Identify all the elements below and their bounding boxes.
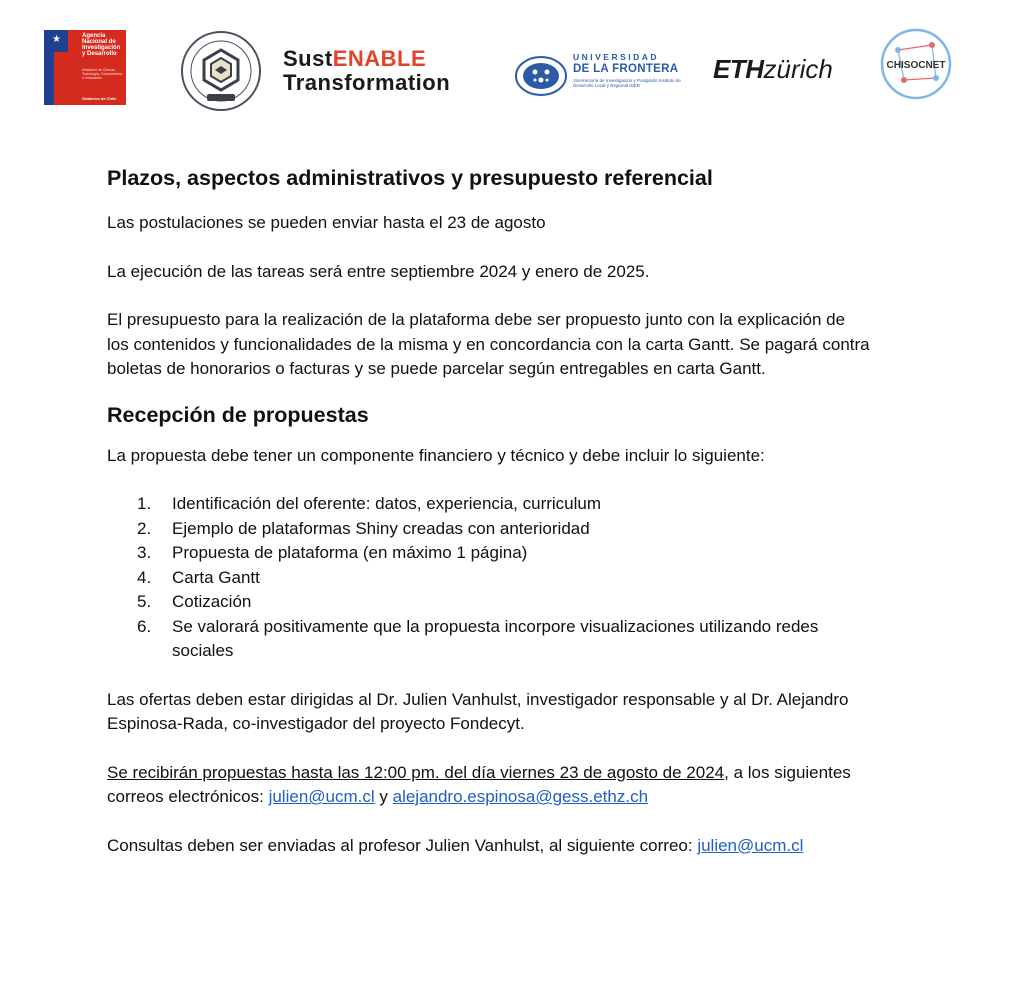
logo-strip	[0, 0, 1018, 120]
ucm-seal-icon	[180, 30, 262, 112]
eth-logo-regular: zürich	[763, 54, 833, 84]
offers-line-2: Espinosa-Rada, co-investigador del proyecto Fondecyt.	[107, 714, 525, 733]
offers-line-1: Las ofertas deben estar dirigidas al Dr. Julien Vanhulst, investigador responsable y al Dr. Alejandro	[107, 689, 849, 709]
submission-deadline-rest: , a los siguientes	[724, 762, 851, 782]
budget-line-1: El presupuesto para la realización de la plataforma debe ser propuesto junto con la explicación de	[107, 310, 846, 329]
execution-paragraph: La ejecución de las tareas será entre septiembre 2024 y enero de 2025.	[107, 261, 650, 281]
list-item-number: 3.	[137, 543, 152, 562]
list-item	[137, 541, 927, 566]
list-item	[137, 517, 927, 542]
ucm-sociologia-seal-logo	[180, 30, 262, 112]
list-item	[137, 615, 927, 664]
list-item-text: Cotización	[172, 592, 252, 611]
offers-paragraph	[107, 688, 927, 737]
list-item	[137, 590, 927, 615]
list-item-number: 4.	[137, 567, 152, 587]
submission-paragraph	[107, 761, 927, 810]
list-item-text-continued: sociales	[172, 641, 234, 660]
ufro-logo-line2: DE LA FRONTERA	[573, 63, 679, 75]
chisocnet-logo	[880, 28, 952, 100]
anid-logo	[44, 30, 126, 105]
submission-line-1	[107, 761, 927, 786]
consult-text: Consultas deben ser enviadas al profesor Julien Vanhulst, al siguiente correo:	[107, 835, 698, 855]
anid-logo-name: Agencia Nacional de Investigación y Desarrollo	[82, 33, 121, 57]
list-item-text: Identificación del oferente: datos, experiencia, curriculum	[172, 494, 602, 513]
submission-deadline-underlined: Se recibirán propuestas hasta las 12:00 pm. del día viernes 23 de agosto de 2024	[107, 762, 725, 782]
ufro-seal-icon	[515, 56, 567, 96]
eth-logo-bold: ETH	[713, 54, 764, 84]
section2-heading: Recepción de propuestas	[107, 402, 369, 427]
submission-line-2	[107, 785, 927, 810]
chile-star-icon: ★	[44, 30, 68, 52]
list-item-text: Se valorará positivamente que la propuesta incorpore visualizaciones utilizando redes	[172, 616, 819, 636]
emails-and: y	[374, 787, 393, 806]
chisocnet-network-icon	[880, 28, 952, 100]
list-item	[137, 566, 927, 591]
budget-paragraph	[107, 308, 927, 382]
proposal-intro: La propuesta debe tener un componente financiero y técnico y debe incluir lo siguiente:	[107, 445, 765, 465]
eth-zurich-logo	[713, 54, 853, 88]
ufro-logo-line3: Vicerrectoría de Investigación y Postgrado Instituto de Desarrollo Local y Regional IDER	[573, 78, 681, 88]
list-item-text: Propuesta de plataforma (en máximo 1 página)	[172, 543, 528, 562]
list-item-text: Ejemplo de plataformas Shiny creadas con anterioridad	[172, 518, 590, 538]
sustenable-logo-line2: Transformation	[283, 70, 451, 95]
emails-prefix: correos electrónicos:	[107, 787, 269, 806]
requirements-list	[107, 492, 927, 664]
chisocnet-logo-text: CHISOCNET	[886, 60, 946, 71]
budget-line-3: boletas de honorarios o facturas y se puede parcelar según entregables en carta Gantt.	[107, 359, 766, 378]
anid-logo-government: Gobierno de Chile	[82, 96, 117, 101]
list-item-number: 2.	[137, 518, 152, 538]
list-item-number: 5.	[137, 592, 152, 611]
universidad-de-la-frontera-logo	[515, 52, 687, 98]
list-item-number: 6.	[137, 616, 152, 636]
consult-email-link[interactable]: julien@ucm.cl	[697, 835, 804, 855]
consult-paragraph	[107, 834, 927, 859]
list-item	[137, 492, 927, 517]
deadline-paragraph: Las postulaciones se pueden enviar hasta el 23 de agosto	[107, 213, 546, 232]
email-link-julien[interactable]: julien@ucm.cl	[268, 787, 375, 806]
sustenable-transformation-logo	[283, 48, 495, 96]
budget-line-2: los contenidos y funcionalidades de la misma y en concordancia con la carta Gantt. Se pagará contra	[107, 334, 870, 354]
anid-logo-ministry: Ministerio de Ciencia, Tecnología, Conocimiento e Innovación	[82, 68, 123, 80]
list-item-number: 1.	[137, 494, 152, 513]
ufro-logo-line1: UNIVERSIDAD	[573, 52, 660, 62]
email-link-alejandro[interactable]: alejandro.espinosa@gess.ethz.ch	[392, 787, 649, 806]
list-item-text: Carta Gantt	[172, 567, 260, 587]
sustenable-logo-line1: SustENABLE	[283, 46, 427, 71]
section1-heading: Plazos, aspectos administrativos y presupuesto referencial	[107, 166, 713, 190]
document-body	[107, 163, 927, 858]
